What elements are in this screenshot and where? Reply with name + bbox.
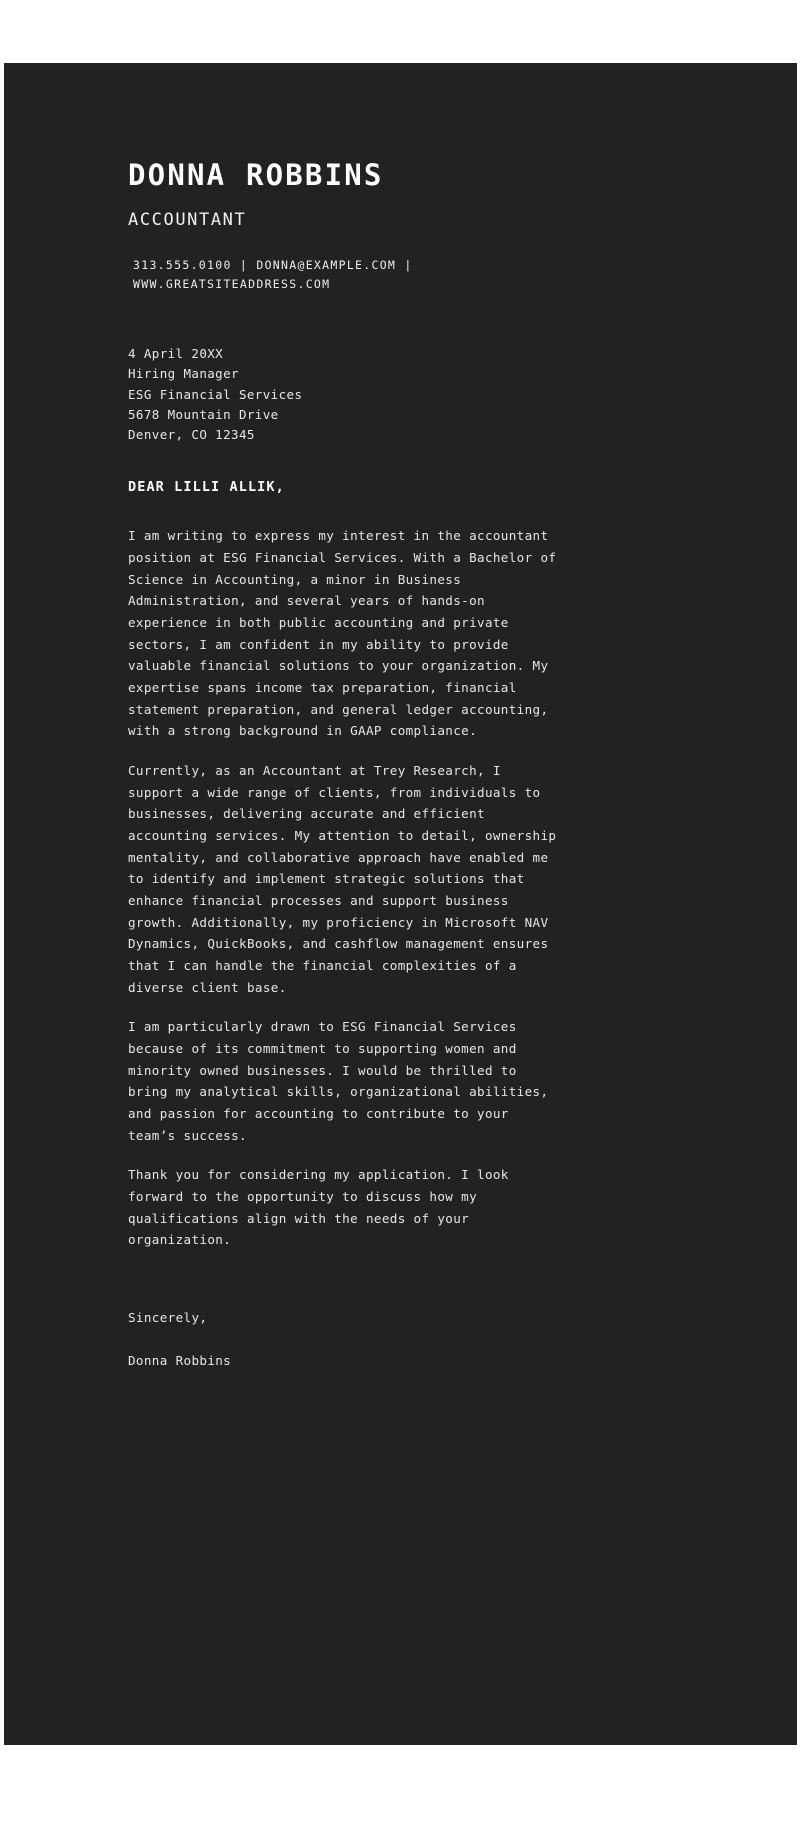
- page-title: DONNA ROBBINS: [128, 158, 384, 192]
- body-paragraph: Currently, as an Accountant at Trey Research, I support a wide range of clients, from individuals to businesses, delivering accurate and efficient accounting services. My attention to detail, ownership mentality, and collaborative approach have enabled me to identify and implement strategic solutions that enhance financial processes and support business growth. Additionally, my proficiency in Microsoft NAV Dynamics, QuickBooks, and cashflow management ensures that I can handle the financial complexities of a diverse client base.: [128, 763, 557, 995]
- recipient-city-state-zip: Denver, CO 12345: [128, 427, 255, 443]
- signoff-spacer: [128, 1328, 568, 1350]
- signoff-block: [128, 1269, 568, 1372]
- recipient-company: ESG Financial Services: [128, 386, 303, 402]
- letter-date: 4 April 20XX: [128, 346, 224, 362]
- cover-letter-page: [4, 63, 797, 1745]
- body-paragraph: I am writing to express my interest in the accountant position at ESG Financial Services. With a Bachelor of Science in Accounting, a minor in Business Administration, and several years of hands-on experience in both public accounting and private sectors, I am confident in my ability to provide valuable financial solutions to your organization. My expertise spans income tax preparation, financial statement preparation, and general ledger accounting, with a strong background in GAAP compliance.: [128, 528, 557, 739]
- body-paragraph: I am particularly drawn to ESG Financial Services because of its commitment to supporting women and minority owned businesses. I would be thrilled to bring my analytical skills, organizational abilities, and passion for accounting to contribute to your team’s success.: [128, 1019, 549, 1143]
- letter-body-text: [128, 495, 568, 1250]
- recipient-block: [128, 294, 568, 445]
- sender-name: Donna Robbins: [128, 1353, 232, 1369]
- closing-phrase: Sincerely,: [128, 1309, 208, 1325]
- job-title: ACCOUNTANT: [128, 209, 247, 230]
- body-paragraph: Thank you for considering my application. I look forward to the opportunity to discuss how my qualifications align with the needs of your organization.: [128, 1167, 509, 1248]
- recipient-title: Hiring Manager: [128, 366, 239, 382]
- recipient-street: 5678 Mountain Drive: [128, 406, 279, 422]
- letter-content-column: [128, 63, 568, 1372]
- letter-header: [128, 63, 568, 294]
- contact-info-line: 313.555.0100 | DONNA@EXAMPLE.COM | WWW.GREATSITEADDRESS.COM: [133, 258, 413, 292]
- salutation: DEAR LILLI ALLIK,: [128, 479, 285, 496]
